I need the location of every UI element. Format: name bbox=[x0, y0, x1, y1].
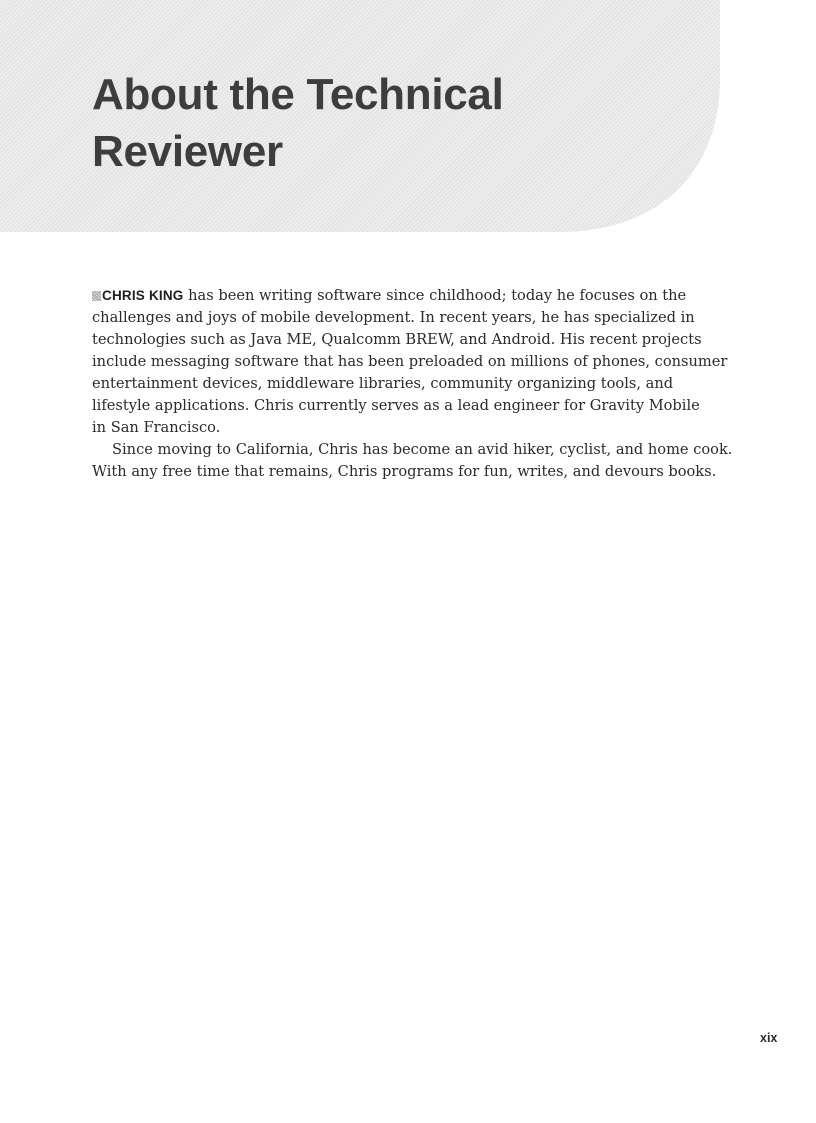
bio-line-text: has been writing software since childhood; today he focuses on the bbox=[183, 287, 687, 304]
chapter-title-line-1: About the Technical bbox=[92, 70, 504, 119]
bio-line bbox=[92, 285, 732, 307]
bio-line: With any free time that remains, Chris programs for fun, writes, and devours books. bbox=[92, 463, 717, 480]
chapter-title-line-2: Reviewer bbox=[92, 127, 283, 176]
bio-paragraph-2 bbox=[92, 439, 732, 483]
author-name: CHRIS KING bbox=[102, 288, 184, 303]
reviewer-bio bbox=[92, 285, 732, 483]
bio-line: in San Francisco. bbox=[92, 419, 221, 436]
chapter-title bbox=[92, 66, 504, 180]
bio-line: Since moving to California, Chris has become an avid hiker, cyclist, and home cook. bbox=[112, 441, 733, 458]
page-number: xix bbox=[760, 1031, 778, 1045]
bio-paragraph-1 bbox=[92, 285, 732, 439]
run-in-marker-icon bbox=[92, 291, 101, 301]
bio-line: entertainment devices, middleware libraries, community organizing tools, and bbox=[92, 375, 674, 392]
bio-line: lifestyle applications. Chris currently serves as a lead engineer for Gravity Mobile bbox=[92, 397, 700, 414]
bio-line: technologies such as Java ME, Qualcomm BREW, and Android. His recent projects bbox=[92, 331, 702, 348]
bio-line: challenges and joys of mobile development. In recent years, he has specialized in bbox=[92, 309, 695, 326]
bio-line: include messaging software that has been preloaded on millions of phones, consumer bbox=[92, 353, 728, 370]
